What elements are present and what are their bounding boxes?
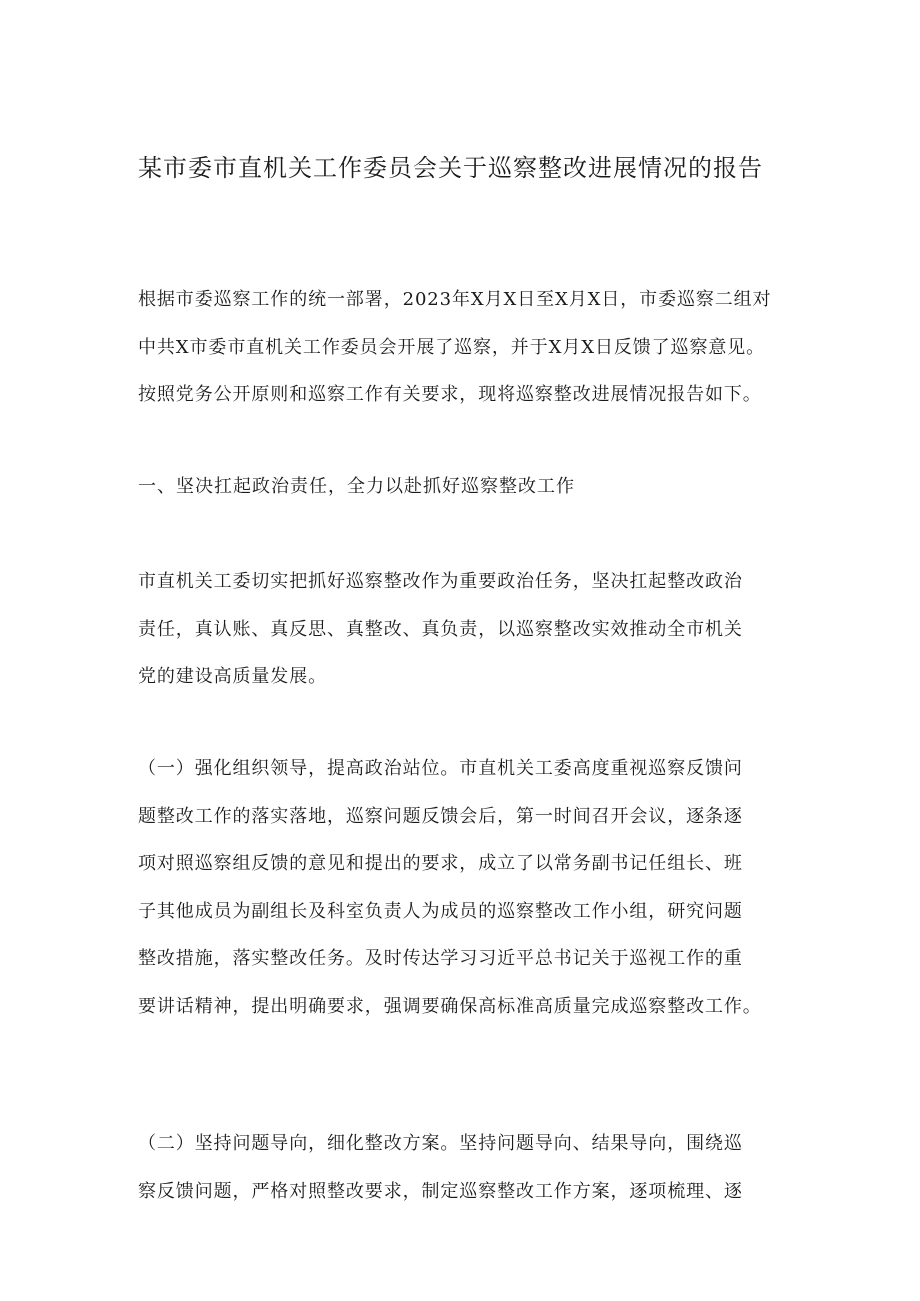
document-title: 某市委市直机关工作委员会关于巡察整改进展情况的报告 xyxy=(138,154,763,182)
paragraph-line: 责任，真认账、真反思、真整改、真负责，以巡察整改实效推动全市机关 xyxy=(138,618,743,640)
paragraph-line: 党的建设高质量发展。 xyxy=(138,666,327,687)
paragraph-line: （二）坚持问题导向，细化整改方案。坚持问题导向、结果导向，围绕巡 xyxy=(138,1133,743,1154)
paragraph-line: 根据市委巡察工作的统一部署，2023年X月X日至X月X日，市委巡察二组对 xyxy=(138,289,772,310)
subsection-paragraph-2 xyxy=(138,1120,798,1215)
paragraph-line: 市直机关工委切实把抓好巡察整改作为重要政治任务，坚决扛起整改政治 xyxy=(138,571,743,592)
paragraph-line: （一）强化组织领导，提高政治站位。市直机关工委高度重视巡察反馈问 xyxy=(138,758,743,779)
section-body-paragraph xyxy=(138,558,798,701)
section-heading xyxy=(138,463,798,511)
paragraph-line: 中共X市委市直机关工作委员会开展了巡察，并于X月X日反馈了巡察意见。 xyxy=(138,336,766,358)
paragraph-line: 项对照巡察组反馈的意见和提出的要求，成立了以常务副书记任组长、班 xyxy=(138,853,743,874)
section-heading-text: 一、坚决扛起政治责任，全力以赴抓好巡察整改工作 xyxy=(138,476,575,497)
paragraph-line: 整改措施，落实整改任务。及时传达学习习近平总书记关于巡视工作的重 xyxy=(138,948,743,969)
intro-paragraph xyxy=(138,276,798,419)
paragraph-line: 题整改工作的落实落地，巡察问题反馈会后，第一时间召开会议，逐条逐 xyxy=(138,805,743,827)
paragraph-line: 要讲话精神，提出明确要求，强调要确保高标准高质量完成巡察整改工作。 xyxy=(138,995,762,1017)
paragraph-line: 按照党务公开原则和巡察工作有关要求，现将巡察整改进展情况报告如下。 xyxy=(138,384,762,405)
paragraph-line: 察反馈问题，严格对照整改要求，制定巡察整改工作方案，逐项梳理、逐 xyxy=(138,1180,743,1202)
subsection-paragraph-1 xyxy=(138,745,798,1030)
paragraph-line: 子其他成员为副组长及科室负责人为成员的巡察整改工作小组，研究问题 xyxy=(138,900,743,922)
